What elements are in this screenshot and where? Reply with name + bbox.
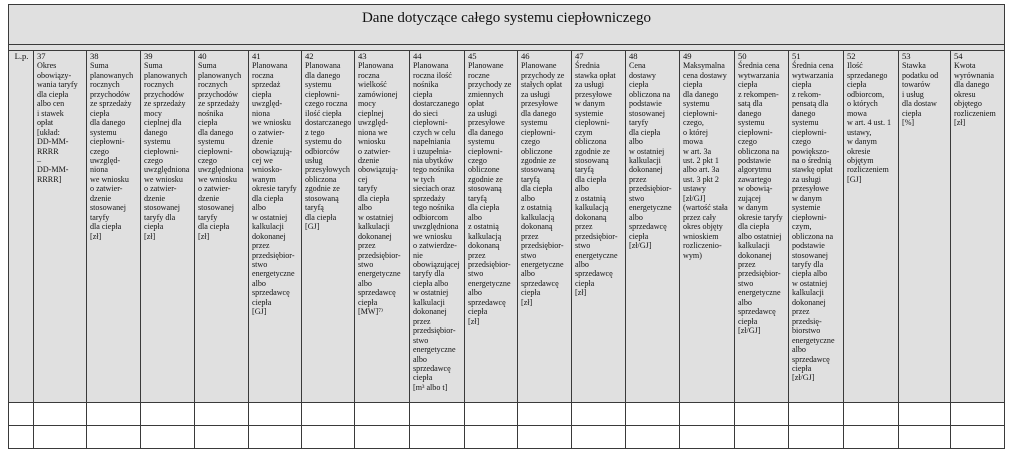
table-cell[interactable] bbox=[951, 426, 1005, 449]
column-number: 40 bbox=[198, 51, 207, 61]
table-cell[interactable] bbox=[951, 403, 1005, 426]
table-cell[interactable] bbox=[899, 426, 951, 449]
column-description: Ilość sprzedanego ciepła odbiorcom, o których mowa w art. 4 ust. 1 ustawy, w danym okresie objętym rozliczeniem [GJ] bbox=[847, 61, 892, 184]
column-description: Średnia cena wytwarzania ciepła z rekompen- satą dla danego systemu ciepłowni- czego obliczona na podstawie algorytmu zawartego w obowią- zującej w danym okresie taryfy dla ciepła albo ostatniej kalkulacji dokonanej przez przedsiębior- stwo energetyczne albo sprzedawcę ciepła [zł/GJ] bbox=[738, 61, 783, 336]
table-cell[interactable] bbox=[680, 426, 735, 449]
column-description: Suma planowanych rocznych przychodów ze sprzedaży nośnika ciepła dla danego systemu ciepłowni- czego uwzględniona we wniosku o zatwier- dzenie stosowanej taryfy dla ciepła [zł] bbox=[198, 61, 244, 241]
column-number: 42 bbox=[305, 51, 314, 61]
table-cell[interactable] bbox=[195, 403, 249, 426]
column-number: 48 bbox=[629, 51, 638, 61]
column-header-39 bbox=[141, 51, 195, 403]
table-title: Dane dotyczące całego systemu ciepłowniczego bbox=[361, 10, 652, 26]
column-header-54 bbox=[951, 51, 1005, 403]
table-cell[interactable] bbox=[518, 426, 572, 449]
column-description: Okres obowiązy- wania taryfy dla ciepła albo cen i stawek opłat [układ: DD-MM- RRRR – DD-MM- RRRR] bbox=[37, 61, 78, 184]
column-description: Średnia cena wytwarzania ciepła z rekom- pensatą dla danego systemu ciepłowni- czego powiększo- na o średnią stawkę opłat za usługi przesyłowe w danym systemie ciepłowni- czym, obliczona na podstawie stosowanej taryfy dla ciepła albo w ostatniej kalkulacji dokonanej przez przedsię- biorstwo energetyczne albo sprzedawcę ciepła [zł/GJ] bbox=[792, 61, 835, 383]
column-number: 52 bbox=[847, 51, 856, 61]
table-cell[interactable] bbox=[195, 426, 249, 449]
table-cell[interactable] bbox=[410, 426, 465, 449]
table-cell[interactable] bbox=[465, 426, 518, 449]
table-cell[interactable] bbox=[34, 426, 87, 449]
table-cell[interactable] bbox=[355, 426, 410, 449]
table-cell[interactable] bbox=[9, 403, 34, 426]
table-cell[interactable] bbox=[410, 403, 465, 426]
column-number: 46 bbox=[521, 51, 530, 61]
column-lp-label: L.p. bbox=[14, 51, 29, 61]
column-number: 53 bbox=[902, 51, 911, 61]
column-number: 39 bbox=[144, 51, 153, 61]
column-description: Planowana roczna ilość nośnika ciepła dostarczanego do sieci ciepłowni- czych w celu napełniania i uzupełnia- nia ubytków tego nośnika w tych sieciach oraz sprzedaży tego nośnika odbiorcom uwzględniona we wniosku o zatwierdze- nie obowiązującej taryfy dla ciepła albo w ostatniej kalkulacji dokonanej przez przedsiębior- stwo energetyczne albo sprzedawcę ciepła [m³ albo t] bbox=[413, 61, 460, 392]
column-number: 45 bbox=[468, 51, 477, 61]
column-header-48 bbox=[626, 51, 680, 403]
table-cell[interactable] bbox=[789, 426, 844, 449]
column-header-51 bbox=[789, 51, 844, 403]
column-description: Stawka podatku od towarów i usług dla dostaw ciepła [%] bbox=[902, 61, 939, 128]
table-cell[interactable] bbox=[355, 403, 410, 426]
table-cell[interactable] bbox=[249, 403, 302, 426]
column-description: Planowana roczna wielkość zamówionej mocy cieplnej uwzględ- niona we wniosku o zatwier- dzenie obowiązują- cej taryfy dla ciepła albo w ostatniej kalkulacji dokonanej przez przedsiębior- stwo energetyczne albo sprzedawcę ciepła [MW]⁷⁾ bbox=[358, 61, 401, 317]
column-header-38 bbox=[87, 51, 141, 403]
column-header-40 bbox=[195, 51, 249, 403]
column-header-37 bbox=[34, 51, 87, 403]
column-number: 50 bbox=[738, 51, 747, 61]
column-header-50 bbox=[735, 51, 789, 403]
column-header-41 bbox=[249, 51, 302, 403]
column-number: 47 bbox=[575, 51, 584, 61]
column-description: Średnia stawka opłat za usługi przesyłowe w danym systemie ciepłowni- czym obliczona zgodnie ze stosowaną taryfą dla ciepła albo z ostatnią kalkulacją dokonaną przez przedsiębior- stwo energetyczne albo sprzedawcę ciepła [zł] bbox=[575, 61, 618, 298]
table-cell[interactable] bbox=[302, 426, 355, 449]
column-description: Kwota wyrównania dla danego okresu objętego rozliczeniem [zł] bbox=[954, 61, 996, 128]
column-description: Planowana dla danego systemu ciepłowni- czego roczna ilość ciepła dostarczanego z tego systemu do odbiorców usług przesyłowych obliczona zgodnie ze stosowaną taryfą dla ciepła [GJ] bbox=[305, 61, 352, 232]
column-header-52 bbox=[844, 51, 899, 403]
table-title-cell bbox=[9, 5, 1005, 45]
column-description: Suma planowanych rocznych przychodów ze sprzedaży mocy cieplnej dla danego systemu ciepłowni- czego uwzględniona we wniosku o zatwier- dzenie stosowanej taryfy dla ciepła [zł] bbox=[144, 61, 190, 241]
column-header-47 bbox=[572, 51, 626, 403]
heating-system-data-table bbox=[8, 4, 1005, 449]
column-description: Planowana roczna sprzedaż ciepła uwzględ- niona we wniosku o zatwier- dzenie obowiązują- cej we wniosko- wanym okresie taryfy dla ciepła albo w ostatniej kalkulacji dokonanej przez przedsiębior- stwo energetyczne albo sprzedawcę ciepła [GJ] bbox=[252, 61, 297, 317]
table-row bbox=[9, 426, 1005, 449]
table-cell[interactable] bbox=[572, 403, 626, 426]
table-cell[interactable] bbox=[789, 403, 844, 426]
table-cell[interactable] bbox=[141, 403, 195, 426]
column-header-lp bbox=[9, 51, 34, 403]
column-number: 51 bbox=[792, 51, 801, 61]
column-description: Cena dostawy ciepła obliczona na podstawie stosowanej taryfy dla ciepła albo w ostatniej kalkulacji dokonanej przez przedsiębior- stwo energetyczne albo sprzedawcę ciepła [zł/GJ] bbox=[629, 61, 672, 251]
column-number: 37 bbox=[37, 51, 46, 61]
table-cell[interactable] bbox=[735, 426, 789, 449]
column-description: Suma planowanych rocznych przychodów ze sprzedaży ciepła dla danego systemu ciepłowni- czego uwzględ- niona we wniosku o zatwier- dzenie stosowanej taryfy dla ciepła [zł] bbox=[90, 61, 134, 241]
column-header-45 bbox=[465, 51, 518, 403]
table-cell[interactable] bbox=[34, 403, 87, 426]
column-header-44 bbox=[410, 51, 465, 403]
column-number: 43 bbox=[358, 51, 367, 61]
column-number: 41 bbox=[252, 51, 261, 61]
table-cell[interactable] bbox=[87, 403, 141, 426]
table-cell[interactable] bbox=[141, 426, 195, 449]
form-table-container bbox=[8, 4, 1004, 452]
column-header-46 bbox=[518, 51, 572, 403]
table-row bbox=[9, 403, 1005, 426]
table-cell[interactable] bbox=[735, 403, 789, 426]
column-number: 44 bbox=[413, 51, 422, 61]
table-cell[interactable] bbox=[9, 426, 34, 449]
column-number: 49 bbox=[683, 51, 692, 61]
column-description: Maksymalna cena dostawy ciepła dla danego systemu ciepłowni- czego, o której mowa w art. 3a ust. 2 pkt 1 albo art. 3a ust. 3 pkt 2 ustawy [zł/GJ] (wartość stała przez cały okres objęty wnioskiem rozliczenio- wym) bbox=[683, 61, 728, 260]
table-cell[interactable] bbox=[302, 403, 355, 426]
table-cell[interactable] bbox=[899, 403, 951, 426]
column-number: 38 bbox=[90, 51, 99, 61]
column-header-53 bbox=[899, 51, 951, 403]
column-number: 54 bbox=[954, 51, 963, 61]
column-description: Planowane roczne przychody ze zmiennych opłat za usługi przesyłowe dla danego systemu ciepłowni- czego obliczone zgodnie ze stosowaną taryfą dla ciepła albo z ostatnią kalkulacją dokonaną przez przedsiębior- stwo energetyczne albo sprzedawcę ciepła [zł] bbox=[468, 61, 512, 326]
table-cell[interactable] bbox=[626, 426, 680, 449]
table-cell[interactable] bbox=[844, 403, 899, 426]
table-cell[interactable] bbox=[518, 403, 572, 426]
column-header-43 bbox=[355, 51, 410, 403]
table-cell[interactable] bbox=[87, 426, 141, 449]
column-description: Planowane przychody ze stałych opłat za usługi przesyłowe dla danego systemu ciepłowni- czego obliczone zgodnie ze stosowaną taryfą dla ciepła albo z ostatnią kalkulacją dokonaną przez przedsiębior- stwo energetyczne albo sprzedawcę ciepła [zł] bbox=[521, 61, 565, 307]
column-header-row bbox=[9, 51, 1005, 403]
column-header-49 bbox=[680, 51, 735, 403]
table-cell[interactable] bbox=[249, 426, 302, 449]
table-cell[interactable] bbox=[626, 403, 680, 426]
table-cell[interactable] bbox=[680, 403, 735, 426]
table-cell[interactable] bbox=[572, 426, 626, 449]
column-header-42 bbox=[302, 51, 355, 403]
table-cell[interactable] bbox=[465, 403, 518, 426]
table-cell[interactable] bbox=[844, 426, 899, 449]
